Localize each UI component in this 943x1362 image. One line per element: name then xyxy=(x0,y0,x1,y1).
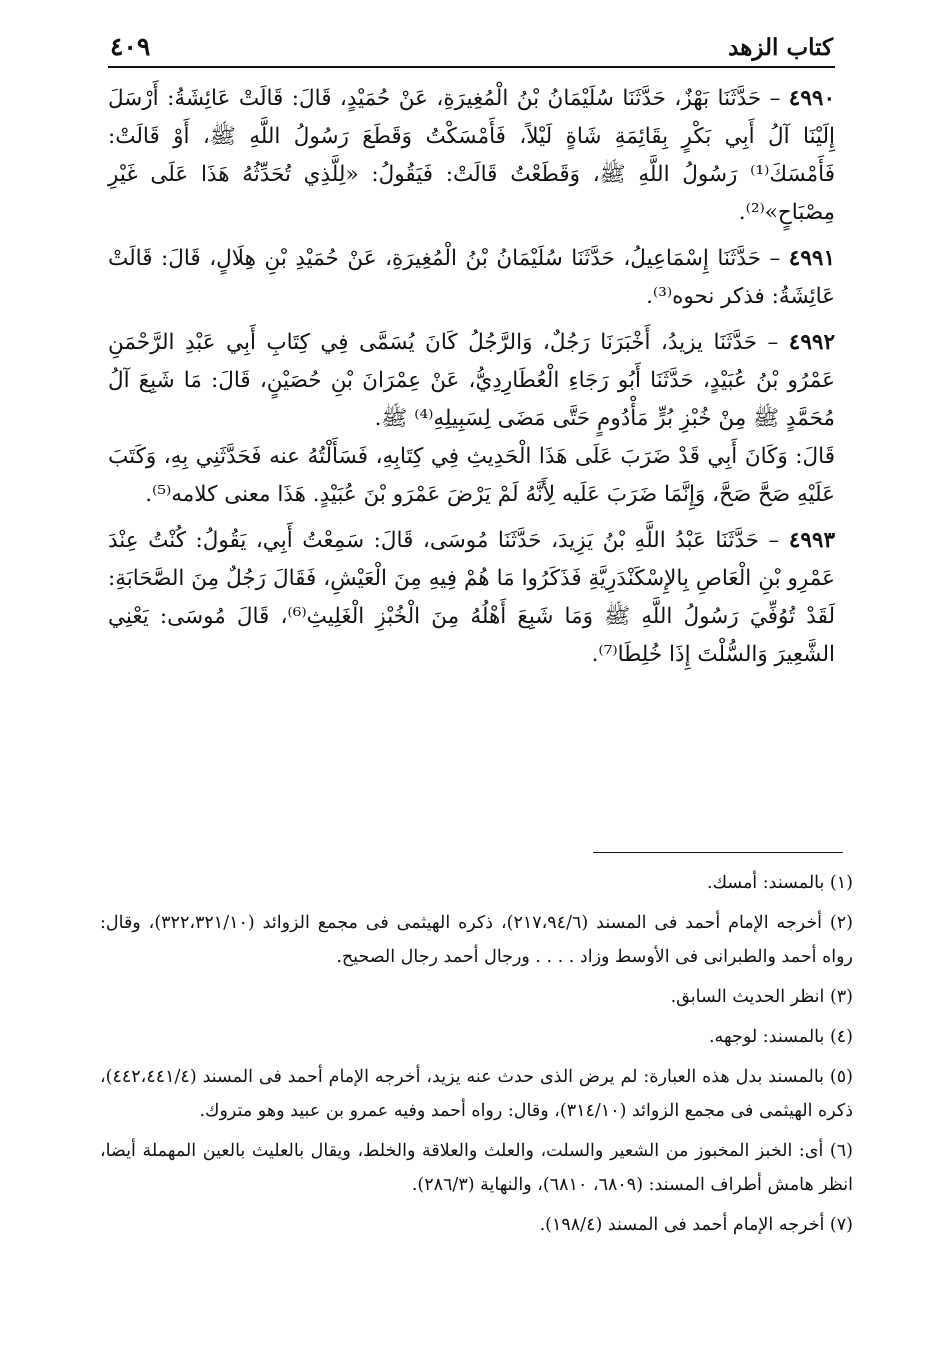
hadith-number: ٤٩٩٣ xyxy=(788,528,836,553)
page-number: ٤٠٩ xyxy=(110,32,151,61)
footnote-5: (٥) بالمسند بدل هذه العبارة: لم يرض الذى حدث عنه يزيد، أخرجه الإمام أحمد فى المسند (٤٤٢،٤٤١/٤)، ذكره الهيثمى فى مجمع الزوائد (٣١٤/١٠)، وقال: رواه أحمد وفيه عمرو بن عبيد وهو متروك. xyxy=(100,1067,853,1121)
hadith-4991 xyxy=(108,240,835,316)
footnote-6: (٦) أى: الخبز المخبوز من الشعير والسلت، والعلث والعلاقة والخلط، ويقال بالعليث بالعين المهملة أيضا، انظر هامش أطراف المسند: (٦٨٠٩، ٦٨١٠)، والنهاية (٢٨٦/٣). xyxy=(100,1141,853,1195)
hadith-number: ٤٩٩٠ xyxy=(788,86,835,111)
hadith-text: – حَدَّثَنَا إِسْمَاعِيلُ، حَدَّثَنَا سُلَيْمَانُ بْنُ الْمُغِيرَةِ، عَنْ حُمَيْدِ بْنِ هِلَالٍ، قَالَ: قَالَتْ عَائِشَةُ: فذكر نحوه⁽³⁾. xyxy=(108,246,835,309)
footnotes xyxy=(100,866,853,1248)
page-header xyxy=(110,30,833,66)
footnote-2: (٢) أخرجه الإمام أحمد فى المسند (٢١٧،٩٤/٦)، ذكره الهيثمى فى مجمع الزوائد (٣٢٢،٣٢١/١٠)، وقال: رواه أحمد والطبرانى فى الأوسط وزاد . . . . ورجال أحمد رجال الصحيح. xyxy=(100,913,853,967)
hadith-text: – حَدَّثَنَا بَهْزٌ، حَدَّثَنَا سُلَيْمَانُ بْنُ الْمُغِيرَةِ، عَنْ حُمَيْدٍ، قَالَ: قَالَتْ عَائِشَةُ: أَرْسَلَ إِلَيْنَا آلُ أَبِي بَكْرٍ بِقَائِمَةِ شَاةٍ لَيْلاً، فَأَمْسَكْتُ وَقَطَعَ رَسُولُ اللَّهِ ﷺ، أَوْ قَالَتْ: فَأَمْسَكَ⁽¹⁾ رَسُولُ اللَّهِ ﷺ، وَقَطَعْتُ قَالَتْ: فَيَقُولُ: «لِلَّذِي تُحَدِّثُهُ هَذَا عَلَى غَيْرِ مِصْبَاحٍ»⁽²⁾. xyxy=(108,86,835,225)
hadith-text: – حَدَّثَنَا عَبْدُ اللَّهِ بْنُ يَزِيدَ، حَدَّثَنَا مُوسَى، قَالَ: سَمِعْتُ أَبِي، يَقُولُ: كُنْتُ عِنْدَ عَمْرِو بْنِ الْعَاصِ بِالإِسْكَنْدَرِيَّةِ فَذَكَرُوا مَا هُمْ فِيهِ مِنَ الْعَيْشِ، فَقَالَ رَجُلٌ مِنَ الصَّحَابَةِ: لَقَدْ تُوُفِّيَ رَسُولُ اللَّهِ ﷺ وَمَا شَبِعَ أَهْلُهُ مِنَ الْخُبْزِ الْغَلِيثِ⁽⁶⁾، قَالَ مُوسَى: يَعْنِي الشَّعِيرَ وَالسُّلْتَ إِذَا خُلِطَا⁽⁷⁾. xyxy=(108,528,835,667)
main-text xyxy=(108,80,835,682)
hadith-4992 xyxy=(108,324,835,514)
footnote-3: (٣) انظر الحديث السابق. xyxy=(670,987,853,1007)
hadith-text: – حَدَّثَنَا يزيدُ، أَخْبَرَنَا رَجُلٌ، وَالرَّجُلُ كَانَ يُسَمَّى فِي كِتَابِ أَبِي عَبْدِ الرَّحْمَنِ عَمْرُو بْنُ عُبَيْدٍ، حَدَّثَنَا أَبُو رَجَاءِ الْعُطَارِدِيُّ، عَنْ عِمْرَانَ بْنِ حُصَيْنٍ، قَالَ: مَا شَبِعَ آلُ مُحَمَّدٍ ﷺ مِنْ خُبْزِ بُرٍّ مَأْدُومٍ حَتَّى مَضَى لِسَبِيلِهِ⁽⁴⁾ ﷺ. xyxy=(108,330,835,431)
hadith-4993 xyxy=(108,522,835,674)
hadith-number: ٤٩٩١ xyxy=(788,246,835,271)
footnote-4: (٤) بالمسند: لوجهه. xyxy=(708,1027,853,1047)
footnote-1: (١) بالمسند: أمسك. xyxy=(707,873,853,893)
hadith-continuation: قَالَ: وَكَانَ أَبِي قَدْ ضَرَبَ عَلَى هَذَا الْحَدِيثِ فِي كِتَابِهِ، فَسَأَلْتُهُ عنه فَحَدَّثَنِي بِهِ، وَكَتَبَ عَلَيْهِ صَحَّ صَحَّ، وَإِنَّمَا ضَرَبَ عَلَيه لِأَنَّهُ لَمْ يَرْضَ عَمْرَو بْنَ عُبَيْدٍ. هَذَا معنى كلامه⁽⁵⁾. xyxy=(108,444,835,507)
header-rule xyxy=(108,66,835,68)
footnote-separator xyxy=(593,852,843,853)
hadith-number: ٤٩٩٢ xyxy=(788,330,835,355)
footnote-7: (٧) أخرجه الإمام أحمد فى المسند (١٩٨/٤). xyxy=(539,1215,853,1235)
hadith-4990 xyxy=(108,80,835,232)
running-title: كتاب الزهد xyxy=(728,34,833,61)
